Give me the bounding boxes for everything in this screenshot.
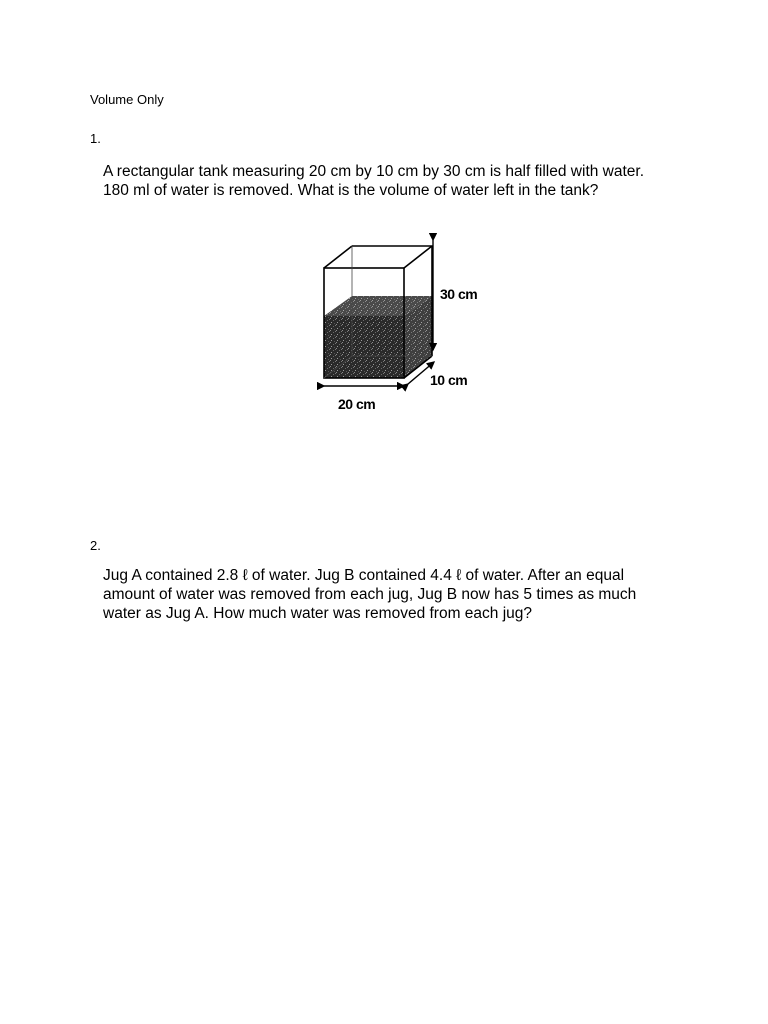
tank-diagram (300, 228, 500, 418)
width-label: 20 cm (338, 396, 376, 412)
question-1-line-1: A rectangular tank measuring 20 cm by 10 cm by 30 cm is half filled with water. (103, 163, 645, 180)
question-2-text (103, 566, 703, 623)
depth-label: 10 cm (430, 372, 468, 388)
question-1-number: 1. (90, 131, 101, 146)
question-1-line-2: 180 ml of water is removed. What is the volume of water left in the tank? (103, 182, 599, 199)
question-2-line-3: water as Jug A. How much water was removed from each jug? (103, 605, 533, 622)
question-2-line-2: amount of water was removed from each jug, Jug B now has 5 times as much (103, 586, 637, 603)
question-1-text (103, 162, 703, 200)
question-2-number: 2. (90, 538, 101, 553)
height-label: 30 cm (440, 286, 478, 302)
worksheet-title: Volume Only (90, 92, 164, 107)
question-2-line-1: Jug A contained 2.8 ℓ of water. Jug B contained 4.4 ℓ of water. After an equal (103, 567, 625, 584)
